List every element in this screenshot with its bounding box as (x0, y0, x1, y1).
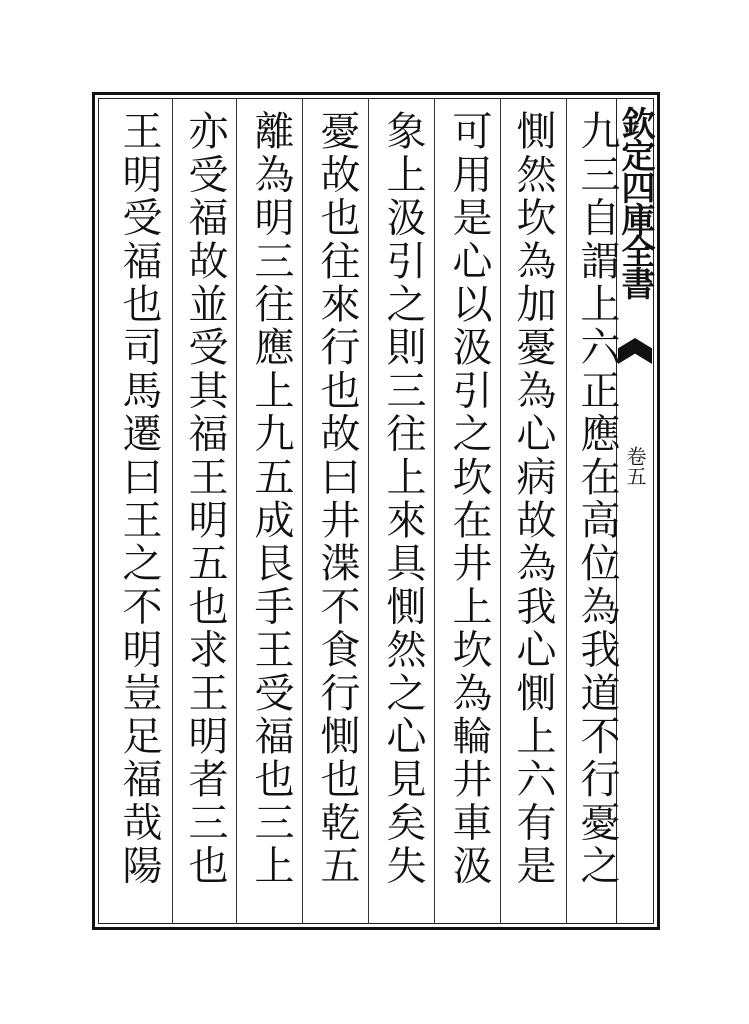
column-rule (500, 98, 501, 924)
column-rule (172, 98, 173, 924)
column-rule (368, 98, 369, 924)
column-rule (302, 98, 303, 924)
text-column-4: 象上汲引之則三往上來具惻然之心見矣失 (380, 110, 426, 888)
text-column-8: 王明受福也司馬遷曰王之不明豈足福哉陽 (116, 110, 162, 888)
text-column-6: 離為明三往應上九五成艮手王受福也三上 (248, 110, 294, 888)
column-rule (566, 98, 567, 924)
text-column-3: 可用是心以汲引之坎在井上坎為輪井車汲 (446, 110, 492, 888)
text-column-1: 九三自謂上六正應在高位為我道不行憂之 (574, 110, 620, 888)
margin-title: 欽定四庫全書 (615, 106, 655, 298)
volume-label: 卷五 (623, 446, 647, 486)
column-rule (434, 98, 435, 924)
text-column-2: 惻然坎為加憂為心病故為我心惻上六有是 (510, 110, 556, 888)
text-column-5: 憂故也往來行也故曰井渫不食行惻也乾五 (314, 110, 360, 888)
column-rule (236, 98, 237, 924)
text-column-7: 亦受福故並受其福王明五也求王明者三也 (182, 110, 228, 888)
